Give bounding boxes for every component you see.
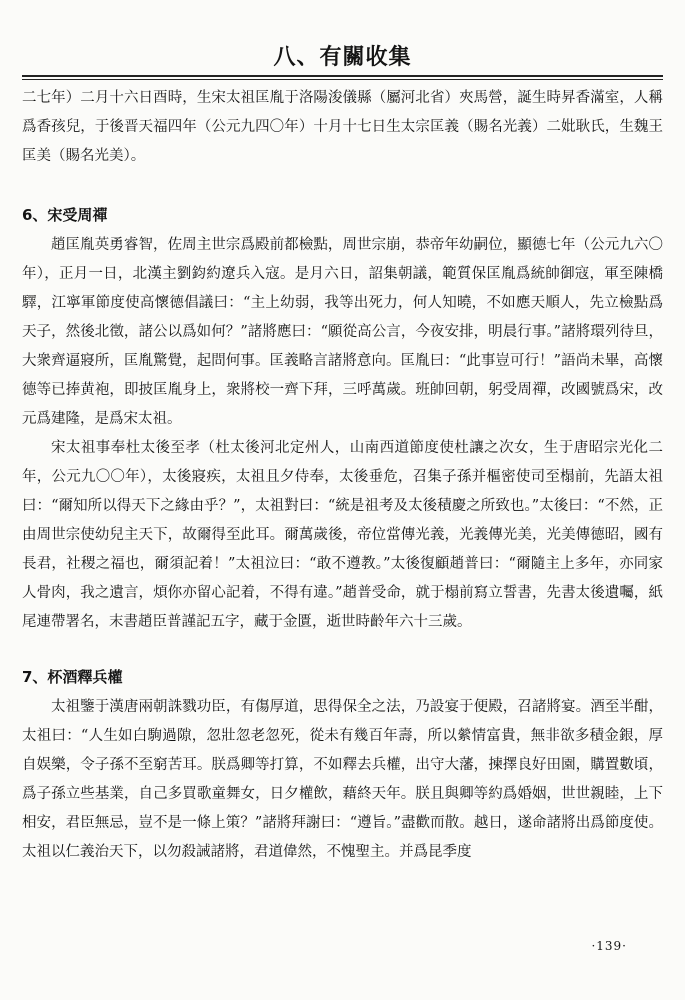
section-heading-7: 7、杯酒釋兵權 [22, 668, 123, 686]
header-rule-thin [22, 79, 663, 80]
section-heading-6: 6、宋受周禪 [22, 206, 108, 224]
header-rule-thick [22, 75, 663, 77]
section7-paragraph-1: 太祖鑒于漢唐兩朝誅戮功臣，有傷厚道，思得保全之法，乃設宴于便殿，召諸將宴。酒至半酣，太祖曰：“人生如白駒過隙，忽壯忽老忽死，從未有幾百年壽，所以縈情富貴，無非欲多積金銀，厚自娱樂，令子孫不至窮苦耳。朕爲卿等打算，不如釋去兵權，出守大藩，揀擇良好田園，購置數頃，爲子孫立些基業，自己多買歌童舞女，日夕權飲，藉終天年。朕且與卿等約爲婚姻，世世親睦，上下相安，君臣無忌，豈不是一條上策？”諸將拜謝曰：“遵旨。”盡歡而散。越日，遂命諸將出爲節度使。太祖以仁義治天下，以勿殺誡諸將，君道偉然，不愧聖主。并爲昆季度 [22, 699, 663, 860]
page-body [22, 84, 663, 867]
page-number: ·139· [591, 939, 627, 953]
intro-paragraph: 二七年）二月十六日酉時，生宋太祖匡胤于洛陽浚儀縣（屬河北省）夾馬營，誕生時昇香滿室，人稱爲香孩兒，于後晋天福四年（公元九四〇年）十月十七日生太宗匡義（賜名光義）二妣耿氏，生魏王匡美（賜名光美）。 [22, 90, 663, 164]
page-header-title: 八、有關收集 [273, 45, 412, 70]
section6-paragraph-1: 趙匡胤英勇睿智，佐周主世宗爲殿前都檢點，周世宗崩，恭帝年幼嗣位，顯德七年（公元九六〇年），正月一日，北漢主劉鈞約遼兵入寇。是月六日，詔集朝議，範質保匡胤爲統帥御寇，軍至陳橋驛，江寧軍節度使高懷德倡議曰：“主上幼弱，我等出死力，何人知曉，不如應天順人，先立檢點爲天子，然後北徵，諸公以爲如何？”諸將應曰：“願從高公言，今夜安排，明晨行事。”諸將環列待旦，大衆齊逼寢所，匡胤驚覺，起問何事。匡義略言諸將意向。匡胤曰：“此事豈可行！”語尚未畢，高懷德等已捧黄袍，即披匡胤身上，衆將校一齊下拜，三呼萬歲。班帥回朝，躬受周禪，改國號爲宋，改元爲建隆，是爲宋太祖。 [22, 237, 663, 427]
section6-paragraph-2: 宋太祖事奉杜太後至孝（杜太後河北定州人，山南西道節度使杜讓之次女，生于唐昭宗光化二年，公元九〇〇年），太後寢疾，太祖且夕侍奉，太後垂危，召集子孫并樞密使司至榻前，先語太祖曰：“爾知所以得天下之緣由乎？”，太祖對曰：“統是祖考及太後積慶之所致也。”太後曰：“不然，正由周世宗使幼兒主天下，故爾得至此耳。爾萬歲後，帝位當傳光義，光義傳光美，光美傳德昭，國有長君，社稷之福也，爾須記着！”太祖泣曰：“敢不遵教。”太後復顧趙普曰：“爾隨主上多年，亦同家人骨肉，我之遺言，煩你亦留心記着，不得有違。”趙普受命，就于榻前寫立誓書，先書太後遺囑，紙尾連帶署名，末書趙臣普謹記五字，藏于金匱，逝世時齡年六十三歲。 [22, 440, 663, 630]
